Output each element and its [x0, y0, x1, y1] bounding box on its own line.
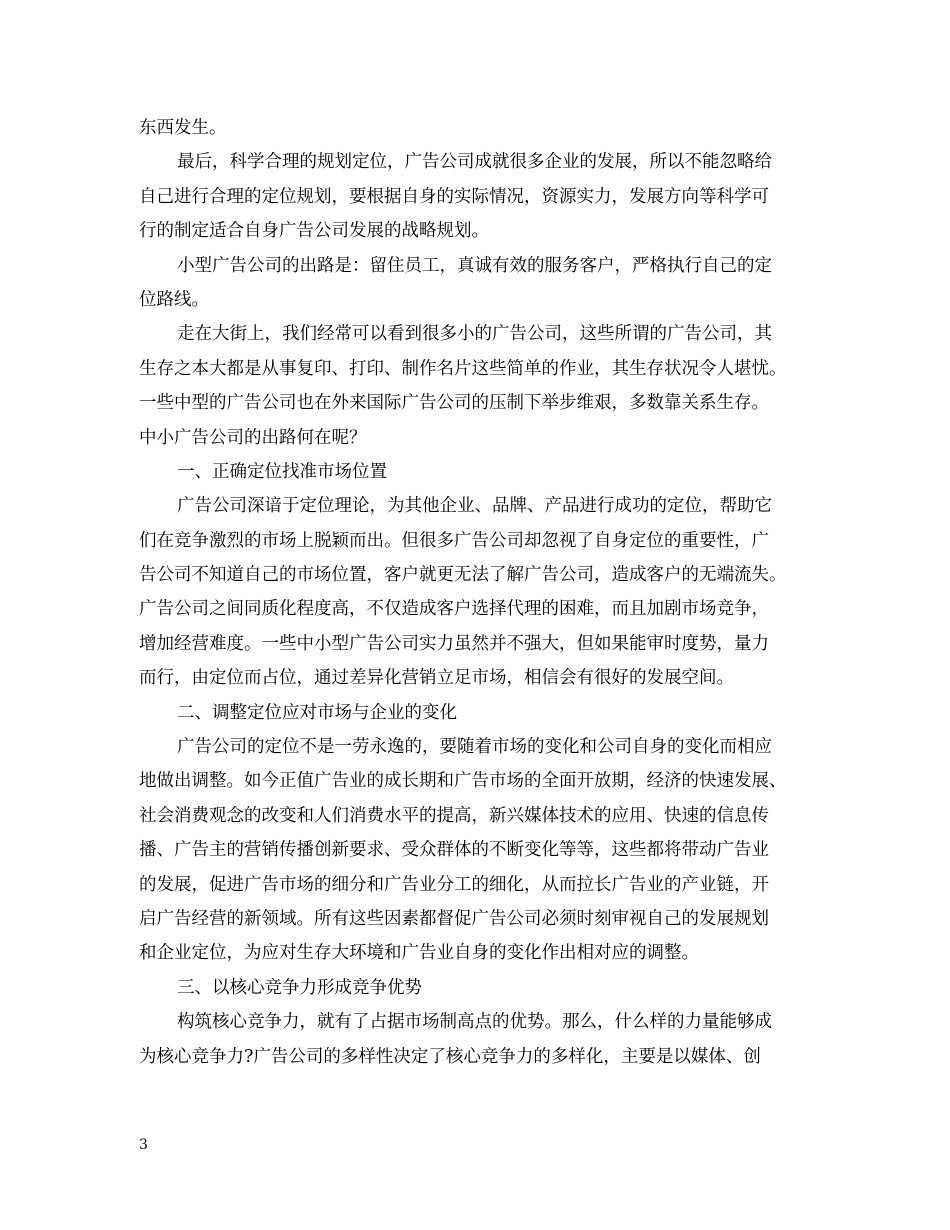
text-line: 构筑核心竞争力，就有了占据市场制高点的优势。那么，什么样的力量能够成 [177, 1012, 772, 1033]
text-line: 们在竞争激烈的市场上脱颖而出。但很多广告公司却忽视了自身定位的重要性，广 [139, 530, 769, 551]
text-line: 三、以核心竞争力形成竞争优势 [177, 977, 422, 998]
text-line: 广告公司之间同质化程度高，不仅造成客户选择代理的困难，而且加剧市场竞争， [139, 599, 769, 620]
text-line: 广告公司深谙于定位理论，为其他企业、品牌、产品进行成功的定位，帮助它 [177, 496, 772, 517]
text-line: 为核心竞争力?广告公司的多样性决定了核心竞争力的多样化，主要是以媒体、创 [139, 1046, 761, 1067]
text-line: 走在大街上，我们经常可以看到很多小的广告公司，这些所谓的广告公司，其 [177, 324, 772, 345]
text-line: 而行，由定位而占位，通过差异化营销立足市场，相信会有很好的发展空间。 [139, 668, 734, 689]
text-line: 行的制定适合自身广告公司发展的战略规划。 [139, 221, 489, 242]
text-line: 增加经营难度。一些中小型广告公司实力虽然并不强大，但如果能审时度势，量力 [139, 633, 769, 654]
text-line: 地做出调整。如今正值广告业的成长期和广告市场的全面开放期，经济的快速发展、 [139, 771, 787, 792]
text-line: 自己进行合理的定位规划，要根据自身的实际情况，资源实力，发展方向等科学可 [139, 186, 769, 207]
text-line: 告公司不知道自己的市场位置，客户就更无法了解广告公司，造成客户的无端流失。 [139, 565, 787, 586]
text-line: 生存之本大都是从事复印、打印、制作名片这些简单的作业，其生存状况令人堪忧。 [139, 358, 787, 379]
text-line: 一、正确定位找准市场位置 [177, 461, 387, 482]
page-number: 3 [139, 1137, 148, 1153]
text-line: 东西发生。 [139, 118, 227, 138]
text-line: 最后，科学合理的规划定位，广告公司成就很多企业的发展，所以不能忽略给 [177, 152, 772, 173]
text-line: 中小广告公司的出路何在呢？ [139, 427, 367, 448]
text-line: 二、调整定位应对市场与企业的变化 [177, 702, 457, 723]
body-text [139, 111, 815, 1074]
text-line: 的发展，促进广告市场的细分和广告业分工的细化，从而拉长广告业的产业链，开 [139, 874, 769, 895]
text-line: 和企业定位，为应对生存大环境和广告业自身的变化作出相对应的调整。 [139, 943, 699, 964]
text-line: 社会消费观念的改变和人们消费水平的提高，新兴媒体技术的应用、快速的信息传 [139, 805, 769, 826]
text-line: 播、广告主的营销传播创新要求、受众群体的不断变化等等，这些都将带动广告业 [139, 840, 769, 861]
text-line: 启广告经营的新领域。所有这些因素都督促广告公司必须时刻审视自己的发展规划 [139, 908, 769, 929]
text-line: 广告公司的定位不是一劳永逸的，要随着市场的变化和公司自身的变化而相应 [177, 737, 772, 758]
text-line: 位路线。 [139, 289, 209, 310]
text-line: 一些中型的广告公司也在外来国际广告公司的压制下举步维艰，多数靠关系生存。 [139, 393, 769, 414]
text-line: 小型广告公司的出路是：留住员工，真诚有效的服务客户，严格执行自己的定 [177, 255, 772, 276]
